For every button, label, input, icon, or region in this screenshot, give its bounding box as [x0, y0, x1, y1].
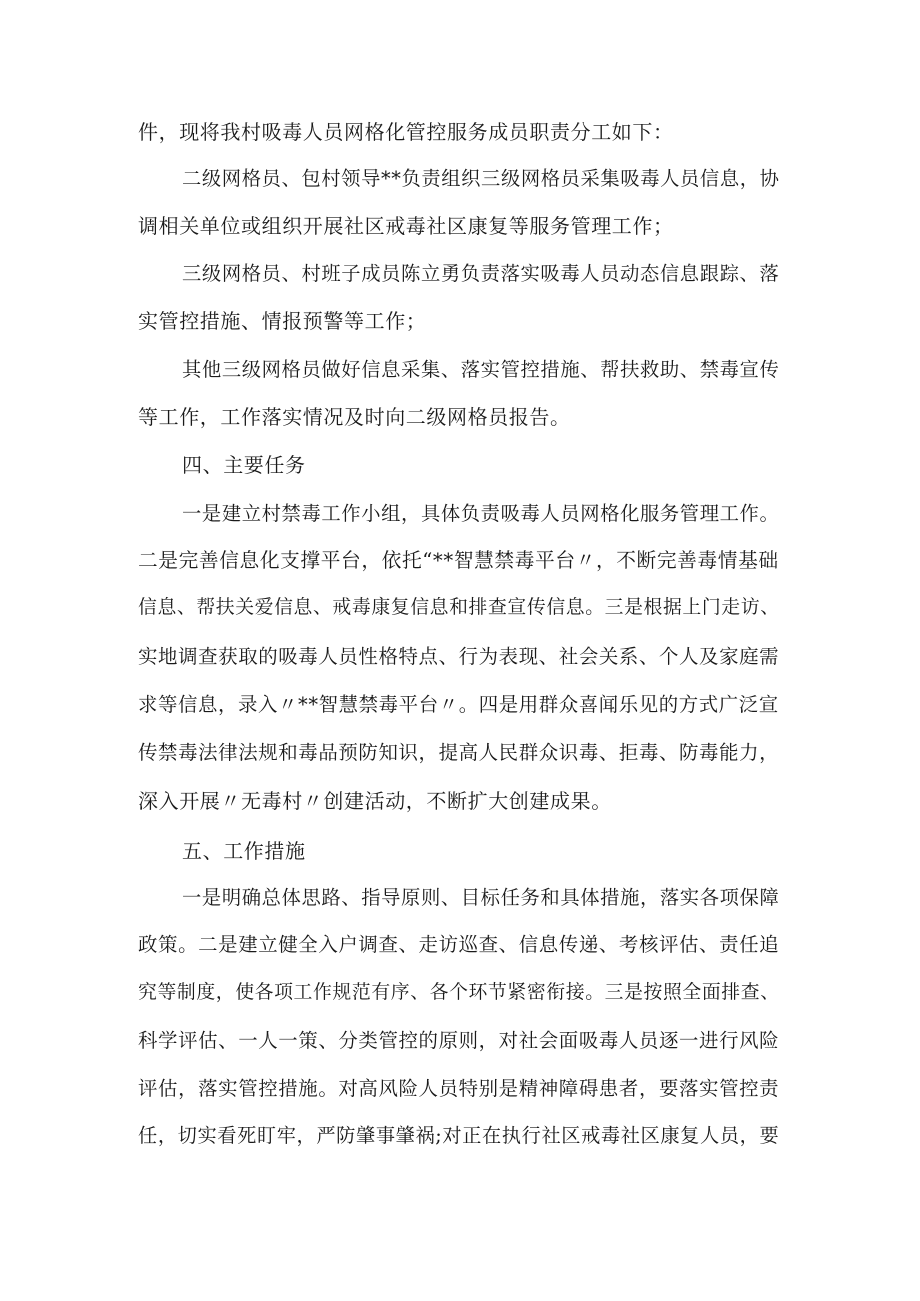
text-line: 一是建立村禁毒工作小组，具体负责吸毒人员网格化服务管理工作。: [182, 502, 780, 525]
text-line: 求等信息，录入〃**智慧禁毒平台〃。四是用群众喜闻乐见的方式广泛宣: [138, 693, 779, 716]
text-line: 实管控措施、情报预警等工作；: [138, 309, 427, 333]
text-line: 任，切实看死盯牢，严防肇事肇祸;对正在执行社区戒毒社区康复人员，要: [138, 1124, 780, 1147]
text-line: 实地调查获取的吸毒人员性格特点、行为表现、社会关系、个人及家庭需: [138, 645, 780, 668]
section-heading: 四、主要任务: [182, 453, 306, 477]
text-line: 深入开展〃无毒村〃创建活动，不断扩大创建成果。: [138, 789, 612, 813]
text-line: 件，现将我村吸毒人员网格化管控服务成员职责分工如下：: [138, 120, 674, 144]
text-line: 三级网格员、村班子成员陈立勇负责落实吸毒人员动态信息跟踪、落: [182, 262, 780, 285]
text-line: 调相关单位或组织开展社区戒毒社区康复等服务管理工作；: [138, 214, 674, 238]
text-line: 二级网格员、包村领导**负责组织三级网格员采集吸毒人员信息，协: [182, 167, 780, 190]
text-line: 一是明确总体思路、指导原则、目标任务和具体措施，落实各项保障: [182, 886, 780, 909]
section-heading: 五、工作措施: [182, 839, 306, 863]
text-line: 科学评估、一人一策、分类管控的原则，对社会面吸毒人员逐一进行风险: [138, 1029, 780, 1052]
text-line: 传禁毒法律法规和毒品预防知识，提高人民群众识毒、拒毒、防毒能力，: [138, 741, 780, 764]
text-line: 等工作，工作落实情况及时向二级网格员报告。: [138, 405, 571, 429]
text-line: 政策。二是建立健全入户调查、走访巡查、信息传递、考核评估、责任追: [138, 933, 780, 956]
text-line: 二是完善信息化支撑平台，依托“**智慧禁毒平台〃，不断完善毒情基础: [138, 549, 779, 572]
text-line: 信息、帮扶关爱信息、戒毒康复信息和排查宣传信息。三是根据上门走访、: [138, 597, 780, 618]
text-line: 究等制度，使各项工作规范有序、各个环节紧密衔接。三是按照全面排查、: [138, 982, 780, 1003]
text-line: 其他三级网格员做好信息采集、落实管控措施、帮扶救助、禁毒宣传: [182, 358, 780, 381]
text-line: 评估，落实管控措施。对高风险人员特别是精神障碍患者，要落实管控责: [138, 1077, 780, 1100]
